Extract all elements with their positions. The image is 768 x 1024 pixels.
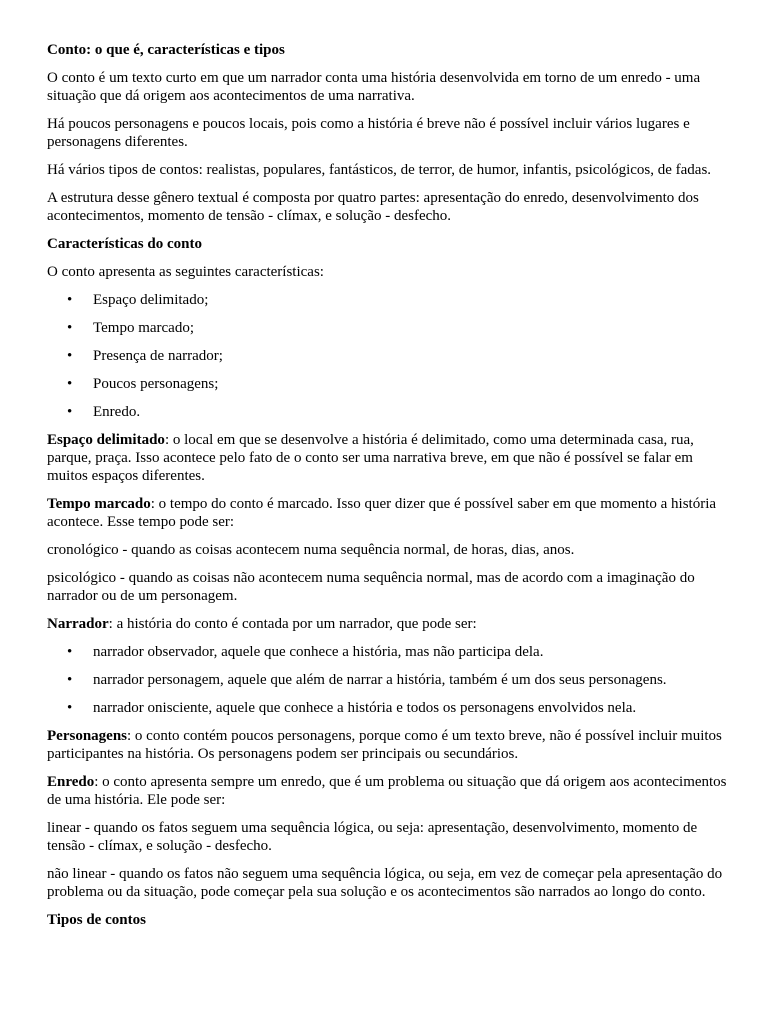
intro-paragraph-3: Há vários tipos de contos: realistas, populares, fantásticos, de terror, de humor, infantis, psicológicos, de fadas. [47,162,712,178]
list-item-text: Tempo marcado; [93,320,194,336]
characteristics-heading: Características do conto [47,236,202,252]
personagens-paragraph [47,727,728,763]
tempo-term: Tempo marcado [47,496,151,512]
list-item-text: narrador onisciente, aquele que conhece a história e todos os personagens envolvidos nela. [93,700,637,716]
intro-paragraph-2: Há poucos personagens e poucos locais, pois como a história é breve não é possível incluir vários lugares e personagens diferentes. [47,116,690,150]
enredo-linear: linear - quando os fatos seguem uma sequência lógica, ou seja: apresentação, desenvolvimento, momento de tensão - clímax, e solução - desfecho. [47,820,698,854]
list-item [47,643,728,661]
bullet-icon: • [67,320,73,336]
bullet-icon: • [67,404,73,420]
enredo-nao-linear: não linear - quando os fatos não seguem uma sequência lógica, ou seja, em vez de começar pela apresentação do problema ou da situação, pode começar pela sua solução e os acontecimentos são narrados ao longo do conto. [47,866,723,900]
characteristics-list [47,291,728,421]
list-item [47,319,728,337]
narrador-paragraph [47,615,728,633]
enredo-paragraph [47,773,728,809]
tempo-paragraph [47,495,728,531]
bullet-icon: • [67,672,73,688]
tempo-psicologico: psicológico - quando as coisas não acontecem numa sequência normal, mas de acordo com a imaginação do narrador ou de um personagem. [47,570,695,604]
list-item [47,291,728,309]
espaco-term: Espaço delimitado [47,432,165,448]
list-item [47,671,728,689]
list-item-text: Poucos personagens; [93,376,219,392]
bullet-icon: • [67,376,73,392]
narrador-term: Narrador [47,616,109,632]
intro-paragraph-1: O conto é um texto curto em que um narrador conta uma história desenvolvida em torno de um enredo - uma situação que dá origem aos acontecimentos de uma narrativa. [47,70,701,104]
bullet-icon: • [67,700,73,716]
list-item [47,699,728,717]
tempo-cronologico: cronológico - quando as coisas acontecem numa sequência normal, de horas, dias, anos. [47,542,575,558]
espaco-text: : o local em que se desenvolve a história é delimitado, como uma determinada casa, rua, parque, praça. Isso acontece pelo fato de o conto ser uma narrativa breve, em que não é possível se falar em muitos espaços diferentes. [47,432,694,484]
bullet-icon: • [67,644,73,660]
list-item [47,403,728,421]
list-item-text: narrador personagem, aquele que além de narrar a história, também é um dos seus personagens. [93,672,667,688]
list-item-text: narrador observador, aquele que conhece a história, mas não participa dela. [93,644,544,660]
espaco-paragraph [47,431,728,485]
bullet-icon: • [67,292,73,308]
list-item [47,375,728,393]
bullet-icon: • [67,348,73,364]
enredo-term: Enredo [47,774,95,790]
narrador-text: : a história do conto é contada por um narrador, que pode ser: [108,616,477,632]
tempo-text: : o tempo do conto é marcado. Isso quer dizer que é possível saber em que momento a história acontece. Esse tempo pode ser: [47,496,717,530]
personagens-term: Personagens [47,728,127,744]
list-item [47,347,728,365]
enredo-text: : o conto apresenta sempre um enredo, que é um problema ou situação que dá origem aos acontecimentos de uma história. Ele pode ser: [47,774,727,808]
personagens-text: : o conto contém poucos personagens, porque como é um texto breve, não é possível incluir muitos participantes na história. Os personagens podem ser principais ou secundários. [47,728,722,762]
characteristics-lead: O conto apresenta as seguintes características: [47,264,324,280]
narrador-list [47,643,728,717]
list-item-text: Espaço delimitado; [93,292,209,308]
list-item-text: Presença de narrador; [93,348,223,364]
tipos-heading: Tipos de contos [47,912,146,928]
intro-paragraph-4: A estrutura desse gênero textual é composta por quatro partes: apresentação do enredo, desenvolvimento dos acontecimentos, momento de tensão - clímax, e solução - desfecho. [47,190,699,224]
list-item-text: Enredo. [93,404,141,420]
page-title: Conto: o que é, características e tipos [47,42,285,58]
